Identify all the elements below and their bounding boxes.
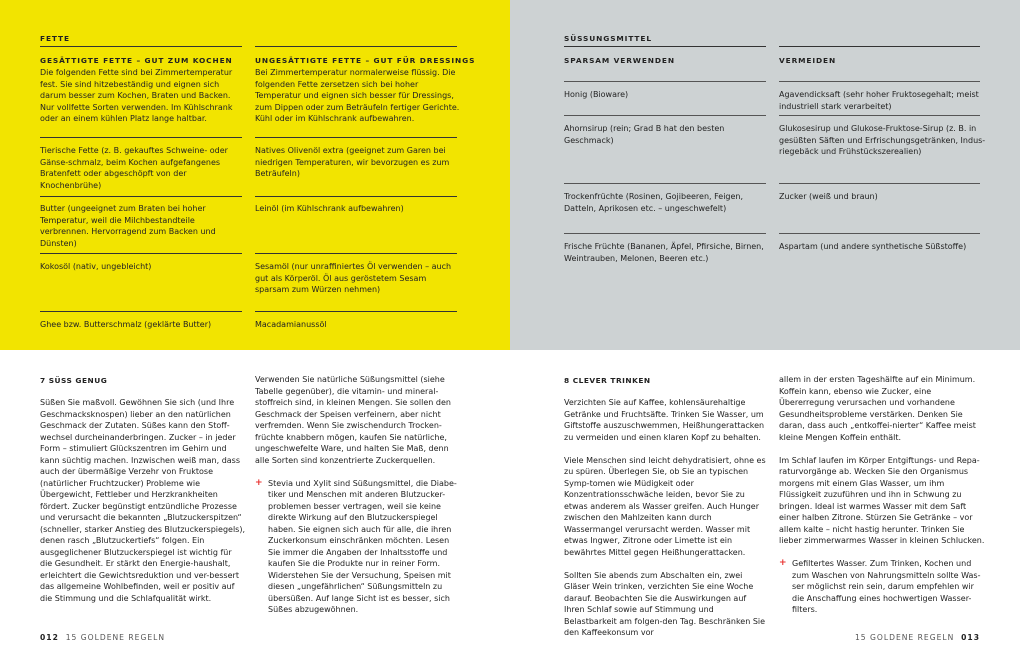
divider	[40, 46, 242, 47]
section-7-column-2	[255, 374, 463, 616]
saturated-fats-header: GESÄTTIGTE FETTE – GUT ZUM KOCHEN	[40, 56, 233, 65]
left-folio	[40, 633, 165, 642]
list-item: Honig (Bioware)	[564, 90, 629, 99]
body-paragraph: Verzichten Sie auf Kaffee, kohlensäurehaltige Getränke und Fruchtsäfte. Trinken Sie Wasser, um Giftstoffe auszuschwemmen, Heißhungerattacken zu vermeiden und einen klaren Kopf zu behalten.	[564, 398, 765, 442]
tip-box	[255, 478, 463, 616]
sweeteners-title: SÜSSUNGSMITTEL	[564, 34, 652, 43]
body-paragraph: Verwenden Sie natürliche Süßungsmittel (siehe Tabelle gegenüber), die vitamin- und mineral-stoffreich sind, in kleinen Mengen. Sie sollen den Geschmack der Speisen verfeinern, aber nicht verfremden. Wenn Sie zwischendurch Trocken-früchte knabbern mögen, kaufen Sie natürliche, ungeschwefelte Ware, und halten Sie Maß, denn alle Sorten sind konzentrierte Zuckerquellen.	[255, 375, 451, 465]
divider	[779, 115, 980, 116]
list-item: Sesamöl (nur unraffiniertes Öl verwenden – auch gut als Körperöl. Öl aus geröstetem Sesam sparsam zum Würzen nehmen)	[255, 262, 452, 295]
list-item: Leinöl (im Kühlschrank aufbewahren)	[255, 204, 404, 213]
list-item: Aspartam (und andere synthetische Süßstoffe)	[779, 242, 967, 251]
list-item: Natives Olivenöl extra (geeignet zum Garen bei niedrigen Temperaturen, wir bevorzugen es zum Beträufeln)	[255, 146, 450, 179]
divider	[779, 233, 980, 234]
divider	[564, 46, 766, 47]
section-7-title: 7 SÜSS GENUG	[40, 376, 108, 385]
divider	[779, 81, 980, 82]
divider	[40, 253, 242, 254]
list-item: Tierische Fette (z. B. gekauftes Schweine- oder Gänse-schmalz, beim Kochen aufgefangenes Bratenfett oder abgeschöpft von der Knochenbrühe)	[40, 146, 228, 190]
section-8-title: 8 CLEVER TRINKEN	[564, 376, 651, 385]
avoid-header: VERMEIDEN	[779, 56, 837, 65]
list-item: Agavendicksaft (sehr hoher Fruktosegehalt; meist industriell stark verarbeitet)	[779, 90, 979, 111]
divider	[40, 311, 242, 312]
divider	[564, 115, 766, 116]
divider	[564, 233, 766, 234]
body-paragraph: Süßen Sie maßvoll. Gewöhnen Sie sich (und Ihre Geschmacksknospen) lieber an den natürlichen Geschmack der Zutaten. Süßes kann den Stoff-wechsel durcheinanderbringen. Zucker – in jeder Form – stimuliert Glückszentren im Gehirn und kann süchtig machen. Inzwischen weiß man, dass auch der übermäßige Verzehr von Fruktose (natürlicher Fruchtzucker) Probleme wie Übergewicht, Fettleber und Herzkrankheiten fördert. Zucker begünstigt entzündliche Prozesse und verursacht die bekannten „Blutzuckerspitzen“ (schneller, starker Anstieg des Blutzuckerspiegels), denen rasch „Blutzuckertiefs“ folgen. Ein ausgeglichener Blutzuckerspiegel ist wichtig für die Gesundheit. Er stärkt den Energie-haushalt, erleichtert die Gewichtsreduktion und ver-bessert das allgemeine Wohlbefinden, weil er positiv auf die Stimmung und die Schlafqualität wirkt.	[40, 398, 246, 603]
list-item: Glukosesirup und Glukose-Fruktose-Sirup (z. B. in gesüßten Säften und Erfrischungsgetränken, Indus-riegebäck und Frühstückszerealien)	[779, 124, 986, 157]
divider	[564, 183, 766, 184]
section-8-column-2	[779, 374, 985, 616]
section-8-column-1	[564, 397, 769, 639]
plus-icon: +	[255, 477, 263, 488]
tip-text: Gefiltertes Wasser. Zum Trinken, Kochen und zum Waschen von Nahrungsmitteln sollte Was-ser möglichst rein sein, darum empfehlen wir die Anschaffung eines hochwertigen Wasser-filters.	[792, 559, 981, 614]
section-7-column-1	[40, 397, 245, 604]
divider	[779, 46, 980, 47]
left-page-number: 012	[40, 633, 59, 642]
tip-box	[779, 558, 985, 616]
list-item: Macadamianussöl	[255, 320, 327, 329]
fats-title: FETTE	[40, 34, 70, 43]
use-sparingly-header: SPARSAM VERWENDEN	[564, 56, 675, 65]
divider	[255, 137, 457, 138]
saturated-fats-intro: Die folgenden Fette sind bei Zimmertemperatur fest. Sie sind hitzebeständig und eignen sich darum besser zum Kochen, Braten und Backen. Nur vollfette Sorten verwenden. Im Kühlschrank oder an einem kühlen Platz lange haltbar.	[40, 68, 233, 124]
fats-panel	[0, 0, 510, 350]
list-item: Ghee bzw. Butterschmalz (geklärte Butter)	[40, 320, 212, 329]
body-paragraph: allem in der ersten Tageshälfte auf ein Minimum. Koffein kann, ebenso wie Zucker, eine Übererregung verursachen und vorhandene Gesundheitsprobleme verstärken. Denken Sie daran, dass auch „entkoffei-nierter“ Kaffee meist kleine Mengen Koffein enthält.	[779, 375, 976, 442]
list-item: Frische Früchte (Bananen, Äpfel, Pfirsiche, Birnen, Weintrauben, Melonen, Beeren etc.)	[564, 242, 764, 263]
divider	[40, 196, 242, 197]
body-paragraph: Viele Menschen sind leicht dehydratisiert, ohne es zu spüren. Überlegen Sie, ob Sie an typischen Symp-tomen wie Müdigkeit oder Konzentrationsschwäche leiden, bevor Sie zu etwas anderem als Wasser greifen. Auch Hunger zwischen den Mahlzeiten kann durch Wassermangel verursacht werden. Wasser mit etwas Ingwer, Zitrone oder Limette ist ein bewährtes Mittel gegen Heißhungerattacken.	[564, 455, 766, 557]
list-item: Trockenfrüchte (Rosinen, Gojibeeren, Feigen, Datteln, Aprikosen etc. – ungeschwefelt)	[564, 192, 744, 213]
unsaturated-fats-intro: Bei Zimmertemperatur normalerweise flüssig. Die folgenden Fette zersetzen sich bei hoher Temperatur und eignen sich besser für Dressings, zum Dippen oder zum Beträufeln fertiger Gerichte. Kühl oder im Kühlschrank aufbewahren.	[255, 68, 460, 124]
divider	[40, 137, 242, 138]
right-folio	[855, 633, 980, 642]
sweeteners-panel	[510, 0, 1020, 350]
tip-text: Stevia und Xylit sind Süßungsmittel, die Diabe-tiker und Menschen mit anderen Blutzucker-problemen besser vertragen, weil sie keine direkte Wirkung auf den Blutzuckerspiegel haben. Sie eignen sich auch für alle, die ihren Zuckerkonsum einschränken möchten. Lesen Sie immer die Angaben der Inhaltsstoffe und kaufen Sie die Produkte nur in reiner Form. Widerstehen Sie der Versuchung, Speisen mit diesen „ungefährlichen“ Süßungsmitteln zu übersüßen. Auf lange Sicht ist es besser, sich Süßes abzugewöhnen.	[268, 478, 457, 614]
divider	[255, 46, 457, 47]
plus-icon: +	[779, 558, 787, 568]
list-item: Kokosöl (nativ, ungebleicht)	[40, 262, 152, 271]
right-page-number: 013	[961, 633, 980, 642]
list-item: Ahornsirup (rein; Grad B hat den besten Geschmack)	[564, 124, 725, 145]
left-running-title: 15 GOLDENE REGELN	[65, 633, 166, 642]
unsaturated-fats-header: UNGESÄTTIGTE FETTE – GUT FÜR DRESSINGS	[255, 56, 476, 65]
list-item: Zucker (weiß und braun)	[779, 192, 878, 201]
list-item: Butter (ungeeignet zum Braten bei hoher Temperatur, weil die Milchbestandteile verbrennen. Hervorragend zum Backen und Dünsten)	[40, 204, 216, 248]
divider	[255, 311, 457, 312]
right-running-title: 15 GOLDENE REGELN	[854, 633, 955, 642]
body-paragraph: Sollten Sie abends zum Abschalten ein, zwei Gläser Wein trinken, verzichten Sie eine Woche darauf. Beobachten Sie die Auswirkungen auf Ihren Schlaf sowie auf Stimmung und Belastbarkeit am folgen-den Tag. Beschränken Sie den Kaffeekonsum vor	[564, 570, 766, 637]
divider	[564, 81, 766, 82]
divider	[779, 183, 980, 184]
divider	[255, 253, 457, 254]
divider	[255, 196, 457, 197]
body-paragraph: Im Schlaf laufen im Körper Entgiftungs- und Repa-raturvorgänge ab. Wecken Sie den Organismus morgens mit einem Glas Wasser, um ihm Flüssigkeit zuzuführen und ihn in Schwung zu bringen. Ideal ist warmes Wasser mit dem Saft einer halben Zitrone. Stürzen Sie Getränke – vor allem kalte – nicht hastig herunter. Trinken Sie lieber zimmerwarmes Wasser in kleinen Schlucken.	[779, 455, 985, 545]
